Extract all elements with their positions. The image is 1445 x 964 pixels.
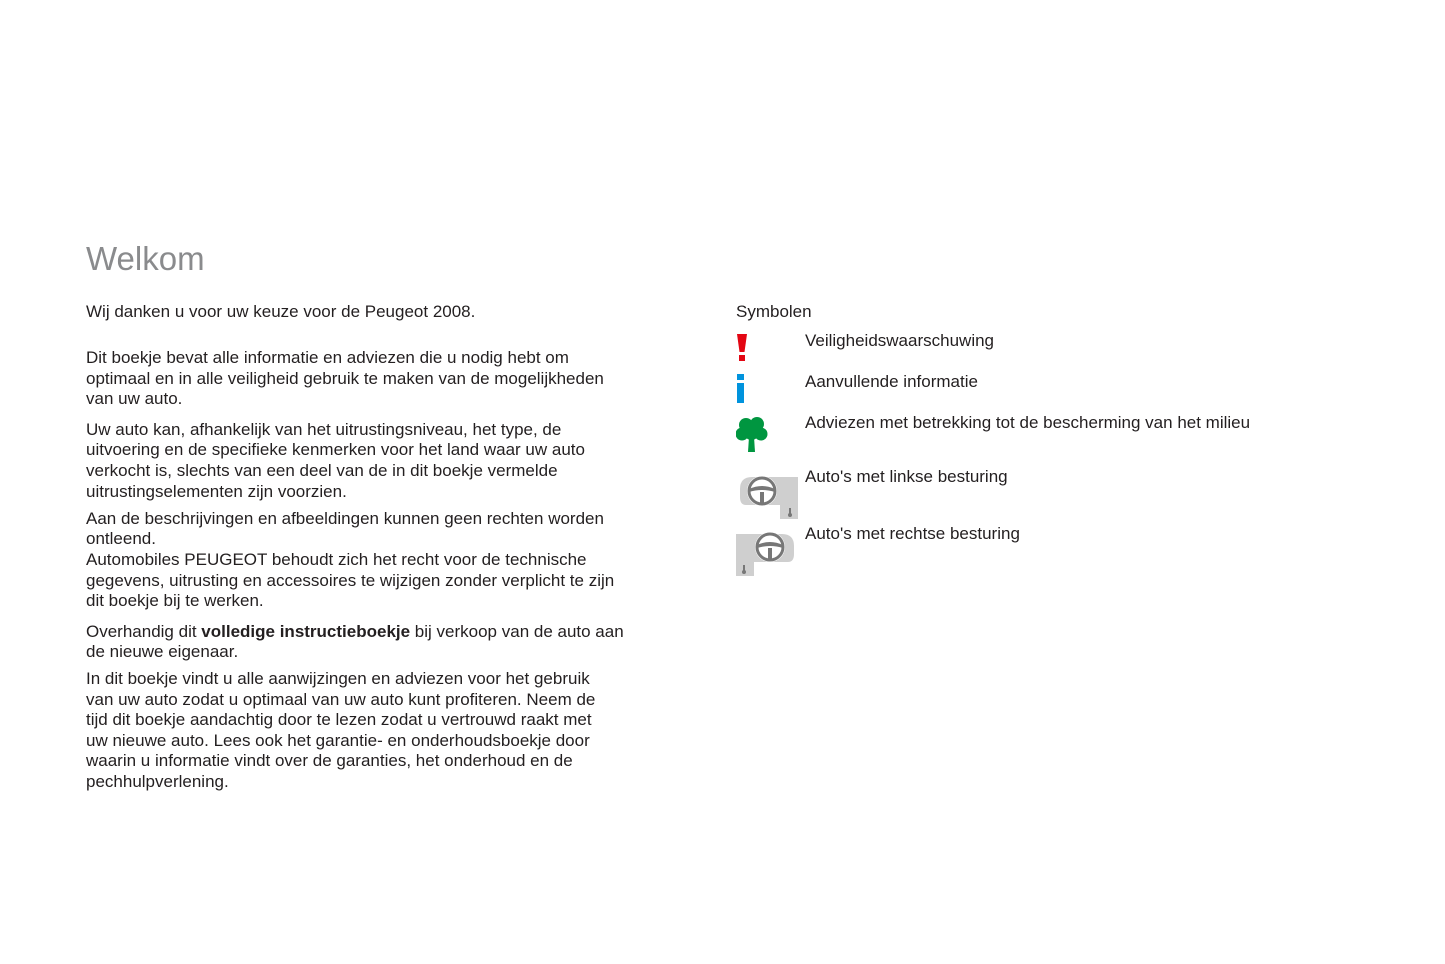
symbols-heading: Symbolen [736, 302, 812, 321]
symbol-label-warning: Veiligheidswaarschuwing [805, 331, 995, 350]
symbol-label-right-hand-drive: Auto's met rechtse besturing [805, 524, 1020, 543]
paragraph-rights: Aan de beschrijvingen en afbeeldingen kunnen geen rechten worden ontleend. Automobiles PEUGEOT behoudt zich het recht voor de technische gegevens, uitrusting en accessoires te wijzigen zonder verplicht te zijn dit boekje bij te werken. [86, 508, 615, 611]
handover-text-start: Overhandig dit [86, 621, 202, 641]
symbol-label-environment: Adviezen met betrekking tot de bescherming van het milieu [805, 413, 1251, 432]
exclamation-icon [736, 334, 748, 368]
symbol-label-left-hand-drive: Auto's met linkse besturing [805, 467, 1008, 486]
left-hand-drive-icon [736, 469, 798, 525]
welcome-text-column [86, 302, 696, 792]
handover-text-end: bij verkoop van de auto aan de nieuwe eigenaar. [86, 621, 624, 662]
info-icon [736, 374, 748, 410]
paragraph-handover [86, 622, 696, 663]
intro-paragraph: Wij danken u voor uw keuze voor de Peugeot 2008. [86, 302, 476, 321]
handover-text-bold: volledige instructieboekje [201, 621, 411, 641]
paragraph-usage: In dit boekje vindt u alle aanwijzingen en adviezen voor het gebruik van uw auto zodat u optimaal van uw auto kunt profiteren. Neem de tijd dit boekje aandachtig door te lezen zodat u vertrouwd raakt met uw nieuwe auto. Lees ook het garantie- en onderhoudsboekje door waarin u informatie vindt over de garanties, het onderhoud en de pechhulpverlening. [86, 668, 596, 791]
paragraph-information: Dit boekje bevat alle informatie en adviezen die u nodig hebt om optimaal en in alle veiligheid gebruik te maken van de mogelijkheden van uw auto. [86, 348, 604, 409]
tree-icon [736, 417, 768, 459]
right-hand-drive-icon [736, 526, 798, 582]
page-title: Welkom [86, 240, 205, 277]
symbol-label-info: Aanvullende informatie [805, 372, 978, 391]
paragraph-equipment: Uw auto kan, afhankelijk van het uitrustingsniveau, het type, de uitvoering en de specifieke kenmerken voor het land waar uw auto verkocht is, slechts van een deel van de in dit boekje vermelde uitrustingselementen zijn voorzien. [86, 419, 585, 501]
